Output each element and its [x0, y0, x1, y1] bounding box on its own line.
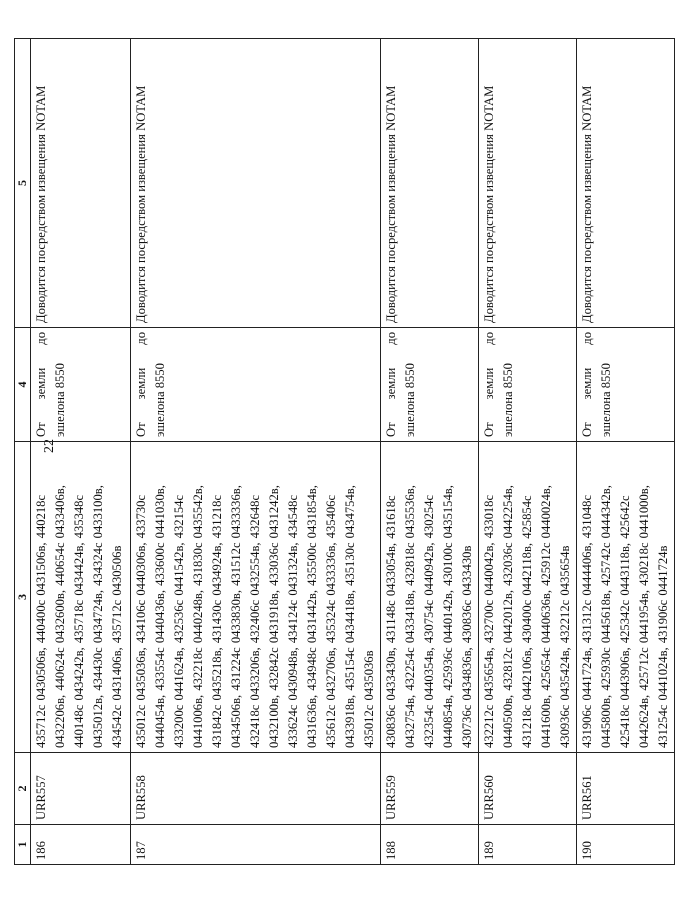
column-header: 4	[15, 328, 31, 442]
rotated-table-container	[14, 39, 670, 865]
altitude-limits: От земли до эшелона 8550	[31, 328, 131, 442]
activation-note: Доводится посредством извещения NOTAM	[479, 39, 577, 328]
zone-coordinates: 431906с 0441724в, 431312с 0444406в, 431048с 0445800в, 425930с 0445618в, 425742с 0444342в, 425418с 0443906в, 425342с 0443118в, 425642с 0442624в, 425712с 0441954в, 430218с 0441000в, 431254с 0441024в, 431906с 0441724в	[577, 442, 675, 753]
zone-coordinates: 432212с 0435654в, 432700с 0440042в, 433018с 0440500в, 432812с 0442012в, 432036с 0442254в, 431218с 0442106в, 430400с 0442118в, 425854с 0441600в, 425654с 0440636в, 425912с 0440024в, 430936с 0435424в, 432212с 0435654в	[479, 442, 577, 753]
page-number: 22	[42, 439, 57, 453]
activation-note: Доводится посредством извещения NOTAM	[31, 39, 131, 328]
row-number: 190	[577, 825, 675, 865]
row-number: 189	[479, 825, 577, 865]
zone-code: URR561	[577, 753, 675, 825]
zone-coordinates: 435012с 0435036в, 434106с 0440306в, 433730с 0440454в, 433554с 0440436в, 433600с 0441030в, 433200с 0441624в, 432536с 0441542в, 432154с 0441006в, 432218с 0440248в, 431830с 0435542в, 431842с 0435218в, 431430с 0434924в, 431218с 0434506в, 431224с 0433830в, 431512с 0433336в, 432418с 0433206в, 432406с 0432554в, 432648с 0432100в, 432842с 0431918в, 433036с 0431242в, 433624с 0430948в, 434124с 0431324в, 434548с 0431636в, 434948с 0431442в, 435500с 0431854в, 435612с 0432706в, 435324с 0433336в, 435406с 0433918в, 435154с 0434418в, 435130с 0434754в, 435012с 0435036в	[131, 442, 381, 753]
row-number: 187	[131, 825, 381, 865]
zone-coordinates: 435712с 0430506в, 440400с 0431506в, 440218с 0432206в, 440624с 0432600в, 440654с 0433406в, 440148с 0434242в, 435718с 0434424в, 435348с 0435012в, 434430с 0434724в, 434324с 0433100в, 434542с 0431406в, 435712с 0430506в	[31, 442, 131, 753]
column-header: 5	[15, 39, 31, 328]
column-header: 1	[15, 825, 31, 865]
table-row	[31, 39, 131, 865]
activation-note: Доводится посредством извещения NOTAM	[577, 39, 675, 328]
column-header: 3	[15, 442, 31, 753]
altitude-limits: От земли до эшелона 8550	[381, 328, 479, 442]
zone-code: URR559	[381, 753, 479, 825]
airspace-table	[14, 38, 675, 865]
zone-code: URR558	[131, 753, 381, 825]
row-number: 186	[31, 825, 131, 865]
activation-note: Доводится посредством извещения NOTAM	[381, 39, 479, 328]
activation-note: Доводится посредством извещения NOTAM	[131, 39, 381, 328]
zone-coordinates: 430836с 0433430в, 431148с 0433054в, 431618с 0432754в, 432254с 0433418в, 432818с 0435536в, 432354с 0440354в, 430754с 0440942в, 430254с 0440854в, 425936с 0440142в, 430100с 0435154в, 430736с 0434836в, 430836с 0433430в	[381, 442, 479, 753]
zone-code: URR560	[479, 753, 577, 825]
table-header-row	[15, 39, 31, 865]
altitude-limits: От земли до эшелона 8550	[577, 328, 675, 442]
zone-code: URR557	[31, 753, 131, 825]
row-number: 188	[381, 825, 479, 865]
table-row	[131, 39, 381, 865]
table-row	[479, 39, 577, 865]
altitude-limits: От земли до эшелона 8550	[131, 328, 381, 442]
table-row	[381, 39, 479, 865]
altitude-limits: От земли до эшелона 8550	[479, 328, 577, 442]
table-row	[577, 39, 675, 865]
column-header: 2	[15, 753, 31, 825]
